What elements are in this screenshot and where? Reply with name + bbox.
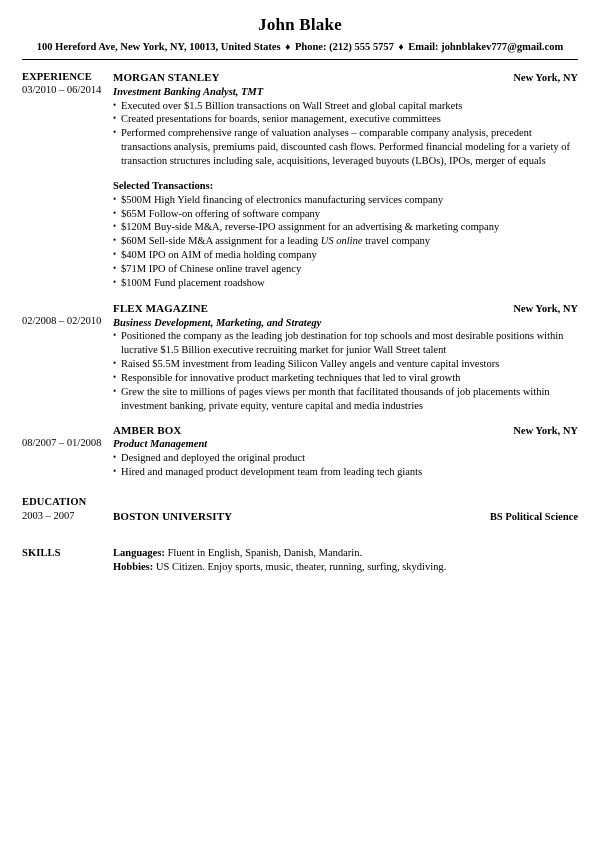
skills-section bbox=[22, 547, 578, 576]
job-location: New York, NY bbox=[513, 303, 578, 315]
spacer bbox=[22, 525, 578, 547]
skills-languages bbox=[113, 547, 578, 561]
list-item: • $100M Fund placement roadshow bbox=[113, 277, 578, 291]
section-label-experience: EXPERIENCE bbox=[22, 71, 92, 83]
skills-languages-value: Fluent in English, Spanish, Danish, Mandarin. bbox=[164, 547, 363, 559]
transaction-text-before: $60M Sell-side M&A assignment for a leading bbox=[121, 236, 321, 248]
skills-hobbies-label: Hobbies: bbox=[113, 562, 154, 574]
contact-line bbox=[0, 35, 600, 55]
list-item: • Positioned the company as the leading job destination for top schools and most desirable positions within lucrative $1.5 Billion executive recruiting market for junior Wall Street talent bbox=[113, 330, 578, 358]
education-dates: 2003 – 2007 bbox=[22, 510, 75, 522]
diamond-separator-icon: ♦ bbox=[285, 42, 291, 54]
list-item: • Performed comprehensive range of valuation analyses – comparable company analysis, precedent transactions analysis, premiums paid, discounted cash flows. Performed financial modeling for a variety of transaction structures including sale, acquisitions, leveraged buyouts (LBOs), IPOs, merger of equals bbox=[113, 127, 578, 169]
job-company: MORGAN STANLEY bbox=[113, 71, 220, 84]
education-left-column bbox=[22, 496, 113, 523]
list-item: • Designed and deployed the original product bbox=[113, 452, 578, 466]
list-item: • Created presentations for boards, senior management, executive committees bbox=[113, 113, 578, 127]
job-left-column bbox=[22, 424, 113, 451]
skills-content bbox=[113, 547, 578, 576]
diamond-separator-icon: ♦ bbox=[398, 42, 404, 54]
job-company: FLEX MAGAZINE bbox=[113, 302, 209, 315]
spacer bbox=[22, 291, 578, 302]
job-dates: 02/2008 – 02/2010 bbox=[22, 316, 102, 328]
job-bullets bbox=[113, 452, 578, 480]
transaction-text-after: travel company bbox=[362, 236, 431, 248]
list-item: • $40M IPO on AIM of media holding company bbox=[113, 249, 578, 263]
job-location: New York, NY bbox=[513, 425, 578, 437]
contact-email: Email: johnblakev777@gmail.com bbox=[408, 42, 564, 54]
job-left-column bbox=[22, 302, 113, 329]
skills-left-column bbox=[22, 547, 113, 561]
list-item: • $120M Buy-side M&A, reverse-IPO assignment for an advertising & marketing company bbox=[113, 221, 578, 235]
education-entry bbox=[113, 496, 578, 525]
list-item: • Grew the site to millions of pages views per month that facilitated thousands of job placements within investment banking, private equity, venture capital and media industries bbox=[113, 386, 578, 414]
skills-languages-label: Languages: bbox=[113, 547, 165, 559]
education-school: BOSTON UNIVERSITY bbox=[113, 510, 233, 523]
page-title: John Blake bbox=[258, 15, 342, 34]
contact-address: 100 Hereford Ave, New York, NY, 10013, United States bbox=[36, 42, 281, 54]
job-title: Investment Banking Analyst, TMT bbox=[113, 86, 264, 98]
list-item: • Raised $5.5M investment from leading Silicon Valley angels and venture capital investors bbox=[113, 358, 578, 372]
job-header bbox=[113, 424, 578, 439]
job-title: Product Management bbox=[113, 439, 208, 451]
job-entry-morgan-stanley bbox=[113, 71, 578, 291]
education-line bbox=[113, 510, 578, 525]
spacer bbox=[22, 414, 578, 424]
skills-hobbies bbox=[113, 561, 578, 575]
job-entry-amber-box bbox=[113, 424, 578, 480]
experience-left-column bbox=[22, 71, 113, 98]
job-header bbox=[113, 71, 578, 86]
selected-transactions-list bbox=[113, 194, 578, 291]
section-label-education: EDUCATION bbox=[22, 497, 87, 509]
job-bullets bbox=[113, 100, 578, 169]
transaction-text-italic: US online bbox=[320, 236, 363, 248]
list-item: • $71M IPO of Chinese online travel agency bbox=[113, 263, 578, 277]
job-header bbox=[113, 302, 578, 317]
education-section bbox=[22, 496, 578, 525]
spacer bbox=[22, 480, 578, 496]
list-item: • $65M Follow-on offering of software company bbox=[113, 208, 578, 222]
skills-hobbies-value: US Citizen. Enjoy sports, music, theater, running, surfing, skydiving. bbox=[153, 562, 447, 574]
list-item bbox=[113, 235, 578, 249]
job-location: New York, NY bbox=[513, 72, 578, 84]
job-company: AMBER BOX bbox=[113, 424, 182, 437]
job-dates: 08/2007 – 01/2008 bbox=[22, 438, 102, 450]
education-degree: BS Political Science bbox=[489, 511, 578, 523]
resume-body bbox=[0, 60, 600, 576]
job-title: Business Development, Marketing, and Strategy bbox=[113, 317, 322, 329]
experience-section bbox=[22, 71, 578, 291]
list-item: • Hired and managed product development team from leading tech giants bbox=[113, 466, 578, 480]
job-entry-flex-magazine bbox=[113, 302, 578, 414]
job-row-flex-magazine bbox=[22, 302, 578, 414]
selected-transactions-heading: Selected Transactions: bbox=[113, 180, 214, 192]
job-bullets bbox=[113, 330, 578, 413]
list-item: • $500M High Yield financing of electronics manufacturing services company bbox=[113, 194, 578, 208]
list-item: • Executed over $1.5 Billion transactions on Wall Street and global capital markets bbox=[113, 100, 578, 114]
list-item: • Responsible for innovative product marketing techniques that led to viral growth bbox=[113, 372, 578, 386]
contact-phone: Phone: (212) 555 5757 bbox=[294, 42, 394, 54]
job-row-amber-box bbox=[22, 424, 578, 480]
section-label-skills: SKILLS bbox=[22, 547, 61, 559]
job-dates: 03/2010 – 06/2014 bbox=[22, 85, 102, 97]
